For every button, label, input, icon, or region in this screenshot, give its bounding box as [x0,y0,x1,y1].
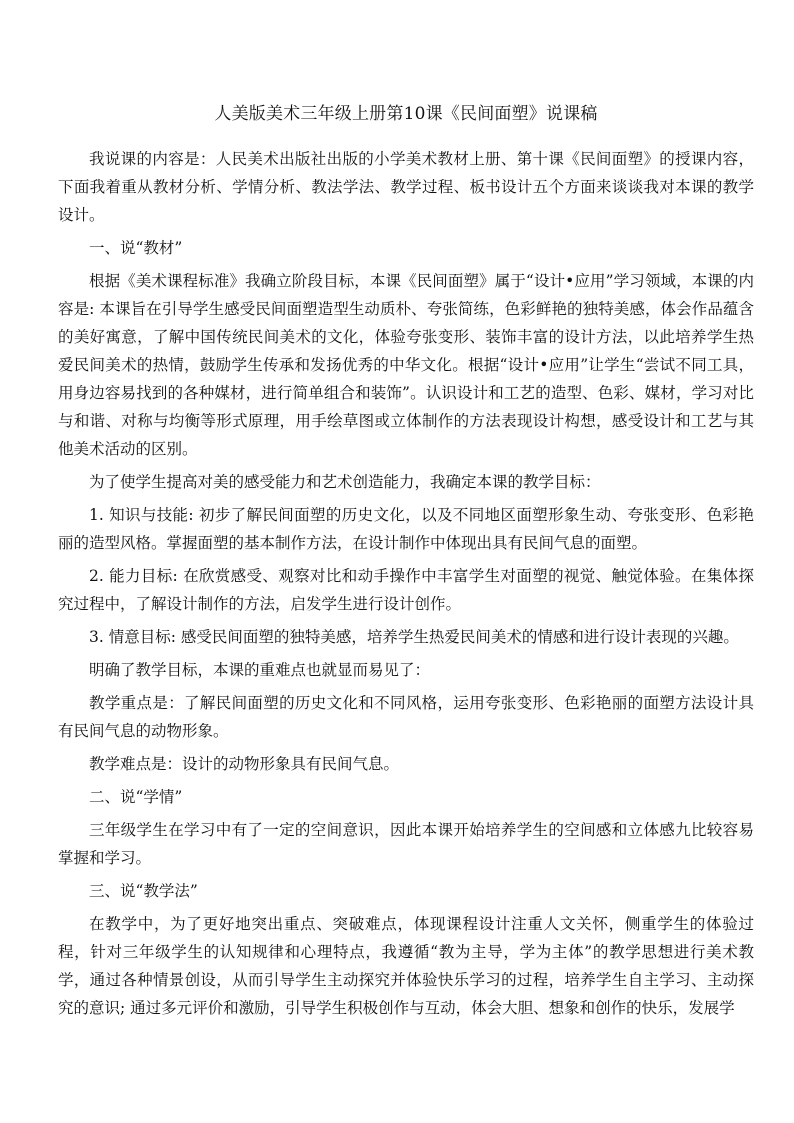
difficulty-paragraph: 教学难点是：设计的动物形象具有民间气息。 [89,755,400,773]
objectives-intro-paragraph: 为了使学生提高对美的感受能力和艺术创造能力，我确定本课的教学目标： [89,473,601,491]
section-heading-method: 三、说“教学法” [89,882,198,900]
objective-emotion-paragraph: 3. 情意目标: 感受民间面塑的独特美感，培养学生热爱民间美术的情感和进行设计表现的兴趣。 [89,628,739,646]
objective-knowledge-paragraph: 1. 知识与技能: 初步了解民间面塑的历史文化，以及不同地区面塑形象生动、夸张变形、色彩艳丽的造型风格。掌握面塑的基本制作方法，在设计制作中体现出具有民间气息的面塑。 [58,506,754,552]
section-heading-textbook: 一、说“教材” [89,239,183,257]
key-points-intro-paragraph: 明确了教学目标，本课的重难点也就显而易见了： [89,661,431,679]
section-heading-students: 二、说“学情” [89,788,183,806]
document-title: 人美版美术三年级上册第10课《民间面塑》说课稿 [214,104,598,124]
students-paragraph: 三年级学生在学习中有了一定的空间意识，因此本课开始培养学生的空间感和立体感九比较容易掌握和学习。 [58,821,754,867]
intro-paragraph: 我说课的内容是：人民美术出版社出版的小学美术教材上册、第十课《民间面塑》的授课内容，下面我着重从教材分析、学情分析、教法学法、教学过程、板书设计五个方面来谈谈我对本课的教学设计。 [58,150,754,224]
textbook-paragraph: 根据《美术课程标准》我确立阶段目标，本课《民间面塑》属于“设计•应用”学习领域，本课的内容是: 本课旨在引导学生感受民间面塑造型生动质朴、夸张简练，色彩鲜艳的独特美感，体会作品蕴含的美好寓意，了解中国传统民间美术的文化，体验夸张变形、装饰丰富的设计方法，以此培养学生热爱民间美术的热情，鼓励学生传承和发扬优秀的中华文化。根据“设计•应用”让学生“尝试不同工具，用身边容易找到的各种媒材，进行简单组合和装饰”。认识设计和工艺的造型、色彩、媒材，学习对比与和谐、对称与均衡等形式原理，用手绘草图或立体制作的方法表现设计构想，感受设计和工艺与其他美术活动的区别。 [58,272,754,458]
objective-ability-paragraph: 2. 能力目标: 在欣赏感受、观察对比和动手操作中丰富学生对面塑的视觉、触觉体验。在集体探究过程中，了解设计制作的方法，启发学生进行设计创作。 [58,567,754,613]
method-paragraph: 在教学中，为了更好地突出重点、突破难点，体现课程设计注重人文关怀，侧重学生的体验过程，针对三年级学生的认知规律和心理特点，我遵循“教为主导，学为主体”的教学思想进行美术教学，通过各种情景创设，从而引导学生主动探究并体验快乐学习的过程，培养学生自主学习、主动探究的意识; 通过多元评价和激励，引导学生积极创作与互动，体会大胆、想象和创作的快乐，发展学 [58,915,754,1017]
key-point-paragraph: 教学重点是：了解民间面塑的历史文化和不同风格，运用夸张变形、色彩艳丽的面塑方法设计具有民间气息的动物形象。 [58,694,754,740]
